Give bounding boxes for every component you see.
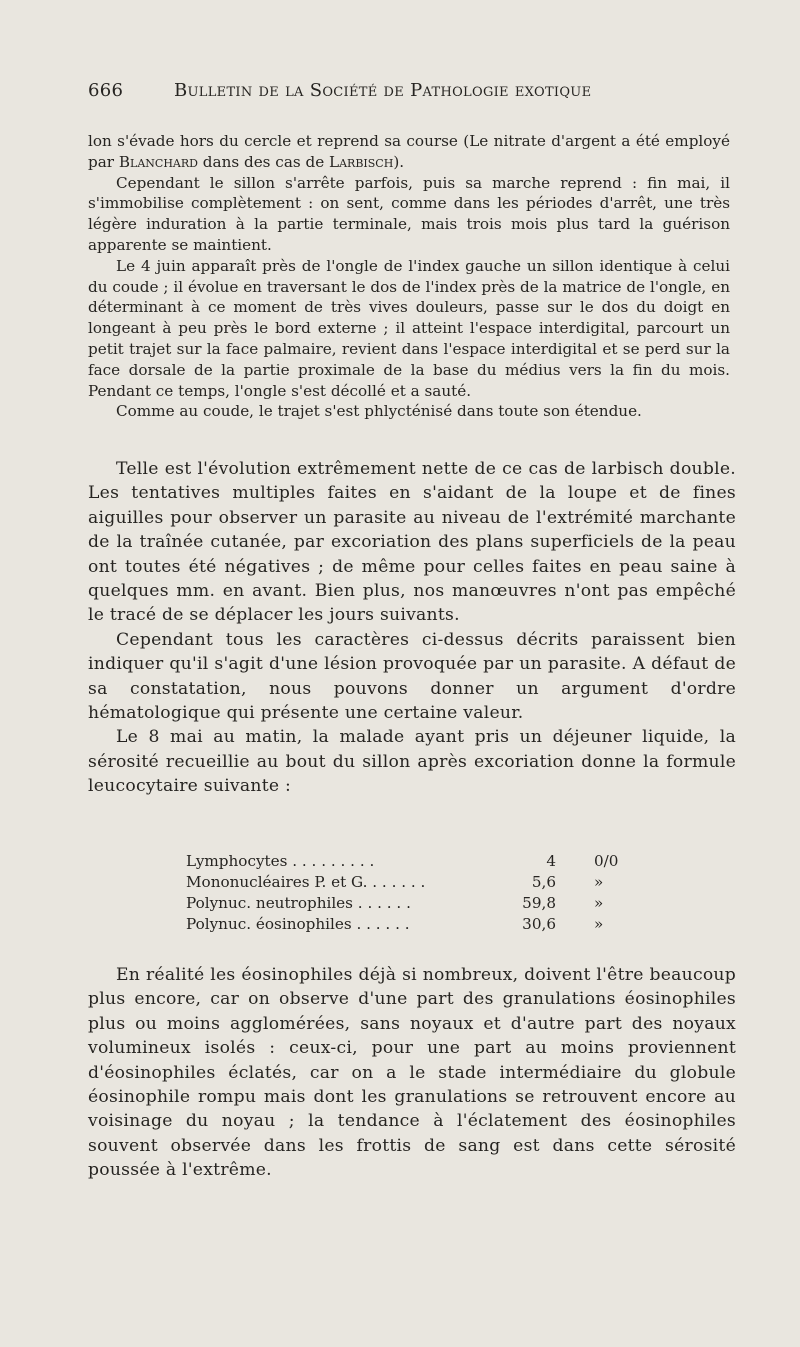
formula-unit: » [594, 873, 604, 891]
discussion-paragraph-1: Telle est l'évolution extrêmement nette de ce cas de larbisch double. Les tentatives multiples faites en s'aidant de la loupe et de fines aiguilles pour observer un parasite au niveau de l'extrémité marchante de la traînée cutanée, par excoriation des plans superficiels de la peau ont toutes été négatives ; de même pour celles faites en peau saine à quelques mm. en avant. Bien plus, nos manœuvres n'ont pas empêché le tracé de se déplacer les jours suivants. [88, 459, 736, 626]
formula-unit: 0/0 [594, 852, 619, 870]
discussion-paragraph-2: Cependant tous les caractères ci-dessus décrits paraissent bien indiquer qu'il s'agit d'une lésion provoquée par un parasite. A défaut de sa constatation, nous pouvons donner un argument d'ordre hématologique qui présente une certaine valeur. [88, 629, 736, 724]
formula-label: Lymphocytes . . . . . . . . . [186, 852, 375, 870]
term-larbisch: Larbisch [329, 152, 394, 171]
journal-title: Bulletin de la Société de Pathologie exotique [174, 80, 592, 101]
conclusion-section [88, 963, 736, 1183]
observation-paragraph-1: lon s'évade hors du cercle et reprend sa course (Le nitrate d'argent a été employé par Blanchard dans des cas de Larbisch). [88, 132, 730, 171]
leukocyte-formula-table [186, 851, 656, 935]
formula-value: 5,6 [531, 873, 556, 891]
observation-paragraph-3: Le 4 juin apparaît près de l'ongle de l'index gauche un sillon identique à celui du coude ; il évolue en traversant le dos de l'index près de la matrice de l'ongle, en déterminant à ce moment de très vives douleurs, passe sur le dos du doigt en longeant à peu près le bord externe ; il atteint l'espace interdigital, parcourt un petit trajet sur la face palmaire, revient dans l'espace interdigital et se perd sur la face dorsale de la partie proximale de la base du médius vers la fin du mois. Pendant ce temps, l'ongle s'est décollé et a sauté. [88, 256, 730, 400]
formula-row [186, 893, 656, 914]
formula-unit: » [594, 894, 604, 912]
formula-label: Polynuc. éosinophiles . . . . . . [186, 915, 410, 933]
observation-paragraph-2: Cependant le sillon s'arrête parfois, puis sa marche reprend : fin mai, il s'immobilise complètement : on sent, comme dans les périodes d'arrêt, une très légère induration à la partie terminale, mais trois mois plus tard la guérison apparente se maintient. [88, 173, 730, 254]
discussion-section [88, 457, 736, 799]
formula-label: Mononucléaires P. et G. . . . . . . [186, 873, 426, 891]
formula-row [186, 851, 656, 872]
formula-value: 59,8 [522, 894, 556, 912]
discussion-paragraph-3: Le 8 mai au matin, la malade ayant pris un déjeuner liquide, la sérosité recueillie au bout du sillon après excoriation donne la formule leucocytaire suivante : [88, 727, 736, 797]
formula-value: 30,6 [522, 915, 556, 933]
formula-label: Polynuc. neutrophiles . . . . . . [186, 894, 411, 912]
formula-row [186, 872, 656, 893]
page-number: 666 [88, 80, 124, 101]
observation-section [88, 131, 730, 422]
author-name-blanchard: Blanchard [118, 152, 198, 171]
running-header [88, 80, 648, 114]
formula-value: 4 [546, 852, 556, 870]
formula-unit: » [594, 915, 604, 933]
conclusion-paragraph-1: En réalité les éosinophiles déjà si nombreux, doivent l'être beaucoup plus encore, car on observe d'une part des granulations éosinophiles plus ou moins agglomérées, sans noyaux et d'autre part des noyaux volumineux isolés : ceux-ci, pour une part au moins proviennent d'éosinophiles éclatés, car on a le stade intermédiaire du globule éosinophile rompu mais dont les granulations se retrouvent encore au voisinage du noyau ; la tendance à l'éclatement des éosinophiles souvent observée dans les frottis de sang est dans cette sérosité poussée à l'extrême. [88, 965, 736, 1181]
formula-row [186, 914, 656, 935]
observation-paragraph-4: Comme au coude, le trajet s'est phlycténisé dans toute son étendue. [116, 402, 642, 421]
